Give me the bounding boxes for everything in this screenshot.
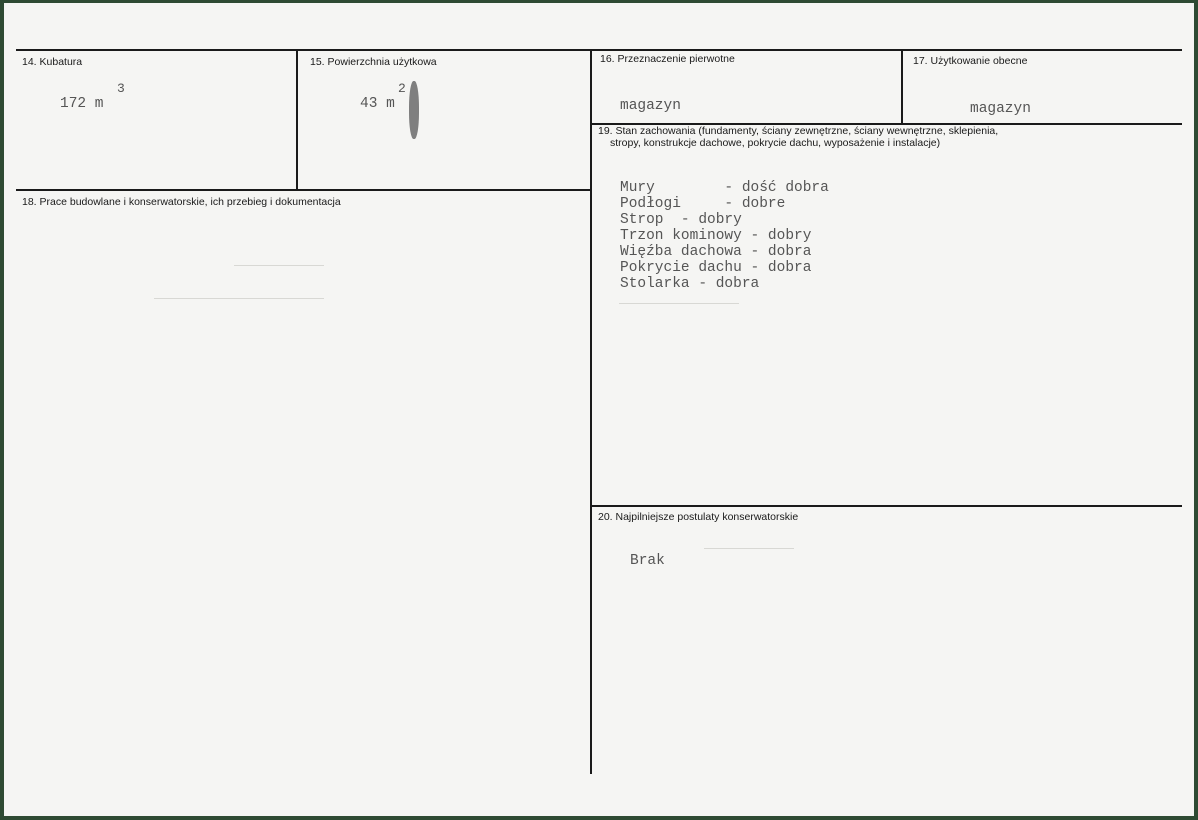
- field-15-exponent: 2: [398, 81, 406, 96]
- field-19-label-line1: 19. Stan zachowania (fundamenty, ściany zewnętrzne, ściany wewnętrzne, sklepienia,: [598, 125, 999, 137]
- ink-smudge: [409, 81, 419, 139]
- field-16-value: magazyn: [620, 98, 681, 114]
- field-16-label: 16. Przeznaczenie pierwotne: [600, 53, 735, 65]
- top-rule: [16, 49, 1182, 51]
- condition-line: Podłogi - dobre: [620, 196, 786, 212]
- divider-16-17: [901, 49, 903, 124]
- bleed-mark: [704, 548, 794, 549]
- field-18-label: 18. Prace budowlane i konserwatorskie, ich przebieg i dokumentacja: [22, 196, 341, 208]
- condition-line: Mury - dość dobra: [620, 180, 829, 196]
- record-card-sheet: [4, 3, 1194, 816]
- rule-below-14-15: [16, 189, 592, 191]
- field-17-label: 17. Użytkowanie obecne: [913, 55, 1028, 67]
- field-20-value: Brak: [630, 553, 665, 569]
- condition-line: Więźba dachowa - dobra: [620, 244, 812, 260]
- field-14-exponent: 3: [117, 81, 125, 96]
- bleed-mark: [619, 303, 739, 304]
- condition-line: Pokrycie dachu - dobra: [620, 260, 812, 276]
- divider-center: [590, 49, 592, 774]
- field-17-value: magazyn: [970, 101, 1031, 117]
- divider-14-15: [296, 49, 298, 190]
- condition-line: Trzon kominowy - dobry: [620, 228, 812, 244]
- field-15-label: 15. Powierzchnia użytkowa: [310, 56, 437, 68]
- condition-line: Stolarka - dobra: [620, 276, 760, 292]
- field-14-label: 14. Kubatura: [22, 56, 83, 68]
- field-20-label: 20. Najpilniejsze postulaty konserwatorskie: [598, 511, 799, 523]
- field-19-label-line2: stropy, konstrukcje dachowe, pokrycie dachu, wyposażenie i instalacje): [610, 137, 941, 149]
- bleed-mark: [234, 265, 324, 266]
- field-14-value: 172 m: [60, 96, 104, 112]
- field-15-value: 43 m: [360, 96, 395, 112]
- condition-line: Strop - dobry: [620, 212, 742, 228]
- field-19-condition-list: [620, 180, 829, 292]
- bleed-mark: [154, 298, 324, 299]
- rule-below-19: [590, 505, 1182, 507]
